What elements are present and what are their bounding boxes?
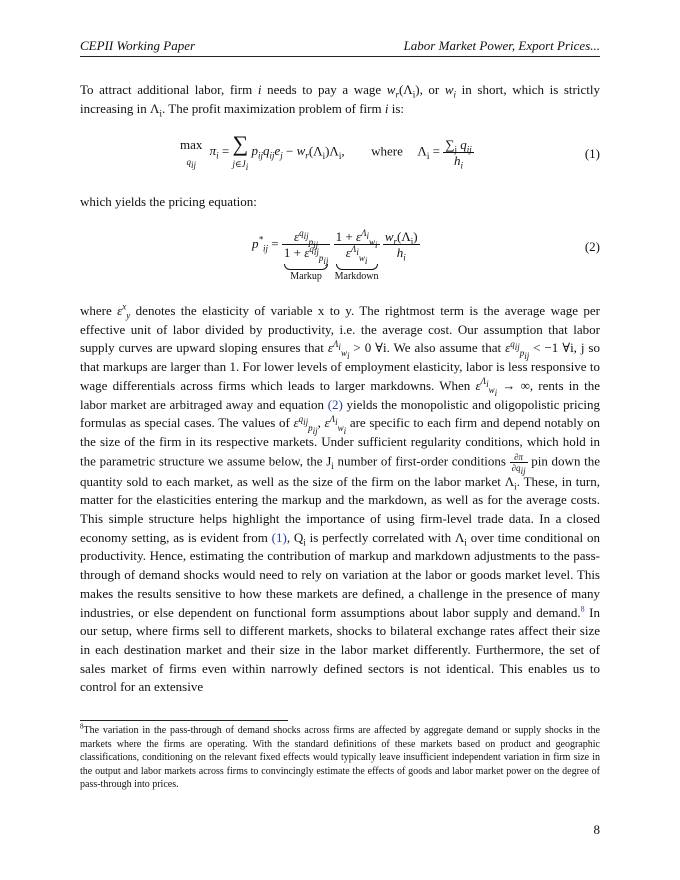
footnote-8 [80, 724, 600, 792]
markup-underbrace [284, 264, 329, 270]
header-rule [80, 56, 600, 57]
paragraph-3: where $\varepsilon^x_y$ denotes the elasticity of variable x to y. The rightmost term is the average wage per effective unit of labor divided by productivity, i.e. the average cost. Our assumption that labor supply curves are upward sloping ensures that $\varepsilon^{\Lambda_i}_{w_i} > 0$ ∀i. We also assume that $\varepsilon^{q_{ij}}_{p_{ij}} < -1$ ∀i, j so that markups are larger than 1. For lower levels of employment elasticity, labor is less responsive to wage differentials across firms which leads to larger markdowns. When $\varepsilon^{\Lambda_i}_{w_i}$ → ∞, rents in the labor market are arbitraged away and equation (2) yields the monopolistic and oligopolistic pricing formulas as special cases. The values of $\varepsilon^{q_{ij}}_{p_{ij}}$, $\varepsilon^{\Lambda_i}_{w_i}$ are specific to each firm and depend notably on the size of the firm in its respective markets. Under sufficient regularity conditions, which hold in the parametric structure we assume below, the $J_i$ number of first-order conditions $\frac{\partial\pi}{\partial q_{ij}}$ pin down the quantity sold to each market, as well as the size of the firm on the labor market $\Lambda_i$. These, in turn, matter for the elasticities entering the markup and the markdown, as well as for the average costs. This simple structure helps highlight the importance of using firm-level trade data. In a closed economy setting, as is evident from (1), $Q_i$ is perfectly correlated with $\Lambda_i$ over time conditional on productivity. Hence, estimating the contribution of markup and markdown adjustments to the pass-through of demand shocks would need to rely on variation at the labor or goods market level. This makes the results sensitive to how these markets are defined, a challenge in the presence of many industries, or else dependent on functional form assumptions about labor supply and demand.$^8$ In our setup, where firms sell to different markets, shocks to bilateral exchange rates affect their size in each destination market and their size in the labor market differently. Furthermore, the set of sales market of firms even within narrowly defined sectors is not identical. This enables us to control for an extensive [80, 301, 601, 695]
equation-2: $p^*_{ij}$ = $\frac{\varepsilon^{q_{ij}}_{p_{ij}}}{1 + \varepsilon^{q_{ij}}_{p_{ij}}}$ Markup $\frac{1 + \varepsilon^{\Lambda_i}_{w_i}}{\varepsilon^{\Lambda_i}_{w_i}}$ Markdown $\frac{w_r(\Lambda_i)}{h_i}$ (2) [252, 227, 600, 282]
markdown-term: $\frac{1 + \varepsilon^{\Lambda_i}_{w_i}}{\varepsilon^{\Lambda_i}_{w_i}}$ Markdown [334, 227, 379, 282]
equation-2-number: (2) [584, 239, 600, 254]
footnote-mark: 8 [80, 722, 84, 731]
footnote-8-link[interactable]: 8 [580, 604, 585, 614]
where-label: where [371, 143, 403, 159]
equation-2-link[interactable]: (2) [327, 396, 343, 412]
markdown-label: Markdown [334, 271, 379, 282]
page-number: 8 [593, 822, 600, 837]
header-left: CEPII Working Paper [80, 38, 196, 53]
footnote-text: The variation in the pass-through of demand shocks across firms are affected by aggregate demand or supply shocks in the markets where the firms are operating. With the standard definitions of these markets based on product and geographic classifications, conditioning on the relevant fixed effects would typically leave insufficient independent variation in firm size in the output and labor markets across firms to convincingly estimate the effects of goods and labor market power on the degree of pass-through into prices. [80, 725, 600, 790]
markup-term: $\frac{\varepsilon^{q_{ij}}_{p_{ij}}}{1 + \varepsilon^{q_{ij}}_{p_{ij}}}$ Markup [283, 227, 329, 282]
header-right: Labor Market Power, Export Prices... [403, 38, 600, 53]
markup-label: Markup [290, 271, 322, 282]
paragraph-1: To attract additional labor, firm i needs to pay a wage $w_r(\Lambda_i)$, or $w_i$ in short, which is strictly increasing in $\Lambda_i$. The profit maximization problem of firm i is: [80, 82, 600, 119]
equation-1-number: (1) [584, 146, 600, 161]
markdown-underbrace [336, 264, 378, 270]
footnote-rule [80, 720, 288, 721]
equation-1-link[interactable]: (1) [271, 529, 287, 545]
paragraph-2: which yields the pricing equation: [80, 194, 257, 209]
equation-1: max $q_{ij}$ $\pi_i$ = ∑ $j\in J_i$ $p_{ij}q_{ij}e_j - w_r(\Lambda_i)\Lambda_i$, where $\Lambda_i$ = $\frac{\sum_j q_{ij}}{h_i}$ (1) [180, 131, 600, 172]
